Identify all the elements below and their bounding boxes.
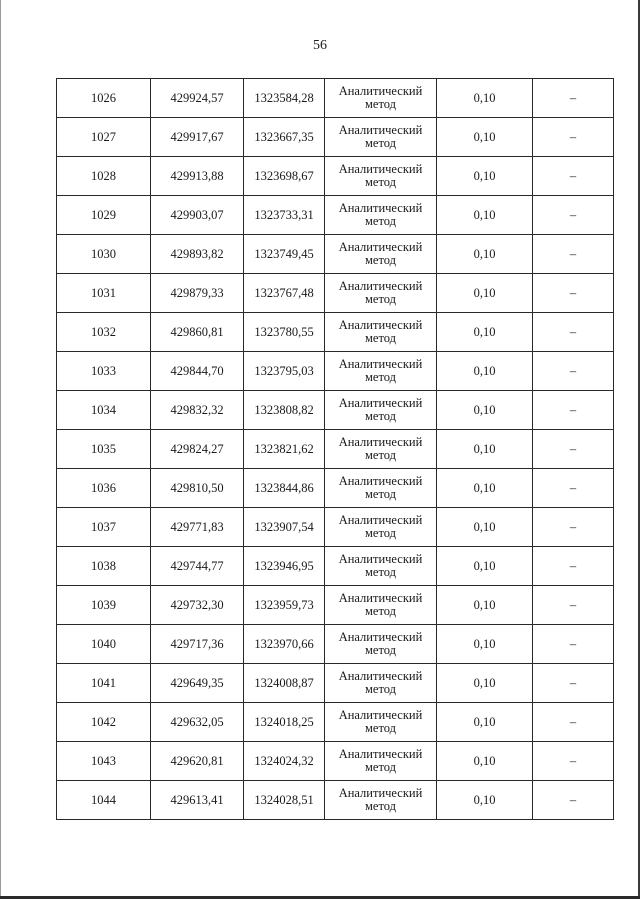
accuracy-cell: 0,10 — [437, 703, 533, 742]
y-coordinate-cell: 1323749,45 — [244, 235, 325, 274]
accuracy-cell: 0,10 — [437, 430, 533, 469]
x-coordinate-cell: 429744,77 — [151, 547, 244, 586]
y-coordinate-cell: 1323667,35 — [244, 118, 325, 157]
point-number-cell: 1036 — [57, 469, 151, 508]
point-number-cell: 1042 — [57, 703, 151, 742]
point-number-cell: 1034 — [57, 391, 151, 430]
method-line-1: Аналитический — [338, 435, 423, 449]
x-coordinate-cell: 429893,82 — [151, 235, 244, 274]
method-cell — [325, 79, 437, 118]
accuracy-cell: 0,10 — [437, 547, 533, 586]
y-coordinate-cell: 1324018,25 — [244, 703, 325, 742]
note-cell: – — [533, 157, 614, 196]
accuracy-cell: 0,10 — [437, 79, 533, 118]
table-row — [57, 625, 614, 664]
table-row — [57, 235, 614, 274]
method-cell — [325, 586, 437, 625]
x-coordinate-cell: 429903,07 — [151, 196, 244, 235]
point-number-cell: 1027 — [57, 118, 151, 157]
method-line-2: метод — [364, 448, 396, 462]
x-coordinate-cell: 429732,30 — [151, 586, 244, 625]
method-line-1: Аналитический — [338, 786, 423, 800]
accuracy-cell: 0,10 — [437, 196, 533, 235]
method-line-2: метод — [364, 175, 396, 189]
point-number-cell: 1039 — [57, 586, 151, 625]
note-cell: – — [533, 781, 614, 820]
method-line-2: метод — [364, 253, 396, 267]
method-line-2: метод — [364, 370, 396, 384]
method-cell — [325, 625, 437, 664]
point-number-cell: 1032 — [57, 313, 151, 352]
accuracy-cell: 0,10 — [437, 781, 533, 820]
method-line-1: Аналитический — [338, 240, 423, 254]
note-cell: – — [533, 703, 614, 742]
x-coordinate-cell: 429613,41 — [151, 781, 244, 820]
x-coordinate-cell: 429824,27 — [151, 430, 244, 469]
note-cell: – — [533, 586, 614, 625]
note-cell: – — [533, 79, 614, 118]
note-cell: – — [533, 274, 614, 313]
y-coordinate-cell: 1323780,55 — [244, 313, 325, 352]
method-line-1: Аналитический — [338, 552, 423, 566]
table-row — [57, 196, 614, 235]
method-line-2: метод — [364, 682, 396, 696]
accuracy-cell: 0,10 — [437, 352, 533, 391]
method-cell — [325, 547, 437, 586]
method-line-2: метод — [364, 214, 396, 228]
method-line-2: метод — [364, 331, 396, 345]
method-cell — [325, 118, 437, 157]
table-row — [57, 157, 614, 196]
accuracy-cell: 0,10 — [437, 313, 533, 352]
note-cell: – — [533, 430, 614, 469]
method-cell — [325, 235, 437, 274]
method-cell — [325, 508, 437, 547]
y-coordinate-cell: 1323584,28 — [244, 79, 325, 118]
note-cell: – — [533, 469, 614, 508]
x-coordinate-cell: 429649,35 — [151, 664, 244, 703]
note-cell: – — [533, 352, 614, 391]
point-number-cell: 1041 — [57, 664, 151, 703]
table-row — [57, 664, 614, 703]
coordinates-table — [56, 78, 614, 820]
point-number-cell: 1037 — [57, 508, 151, 547]
note-cell: – — [533, 625, 614, 664]
method-cell — [325, 664, 437, 703]
x-coordinate-cell: 429717,36 — [151, 625, 244, 664]
table-row — [57, 469, 614, 508]
method-line-2: метод — [364, 799, 396, 813]
point-number-cell: 1029 — [57, 196, 151, 235]
point-number-cell: 1040 — [57, 625, 151, 664]
accuracy-cell: 0,10 — [437, 664, 533, 703]
accuracy-cell: 0,10 — [437, 235, 533, 274]
point-number-cell: 1030 — [57, 235, 151, 274]
method-line-2: метод — [364, 643, 396, 657]
y-coordinate-cell: 1324028,51 — [244, 781, 325, 820]
point-number-cell: 1026 — [57, 79, 151, 118]
table-row — [57, 274, 614, 313]
method-line-2: метод — [364, 409, 396, 423]
note-cell: – — [533, 664, 614, 703]
method-line-1: Аналитический — [338, 123, 423, 137]
method-line-1: Аналитический — [338, 279, 423, 293]
y-coordinate-cell: 1323733,31 — [244, 196, 325, 235]
table-row — [57, 586, 614, 625]
note-cell: – — [533, 742, 614, 781]
y-coordinate-cell: 1323844,86 — [244, 469, 325, 508]
method-line-2: метод — [364, 565, 396, 579]
y-coordinate-cell: 1324008,87 — [244, 664, 325, 703]
x-coordinate-cell: 429860,81 — [151, 313, 244, 352]
accuracy-cell: 0,10 — [437, 391, 533, 430]
y-coordinate-cell: 1323821,62 — [244, 430, 325, 469]
table-row — [57, 703, 614, 742]
x-coordinate-cell: 429632,05 — [151, 703, 244, 742]
x-coordinate-cell: 429620,81 — [151, 742, 244, 781]
accuracy-cell: 0,10 — [437, 742, 533, 781]
y-coordinate-cell: 1323970,66 — [244, 625, 325, 664]
method-cell — [325, 781, 437, 820]
method-line-1: Аналитический — [338, 630, 423, 644]
table-row — [57, 508, 614, 547]
y-coordinate-cell: 1323959,73 — [244, 586, 325, 625]
method-line-1: Аналитический — [338, 396, 423, 410]
x-coordinate-cell: 429771,83 — [151, 508, 244, 547]
y-coordinate-cell: 1323795,03 — [244, 352, 325, 391]
x-coordinate-cell: 429879,33 — [151, 274, 244, 313]
x-coordinate-cell: 429844,70 — [151, 352, 244, 391]
method-cell — [325, 196, 437, 235]
method-line-1: Аналитический — [338, 357, 423, 371]
x-coordinate-cell: 429924,57 — [151, 79, 244, 118]
method-line-2: метод — [364, 97, 396, 111]
table-row — [57, 352, 614, 391]
y-coordinate-cell: 1324024,32 — [244, 742, 325, 781]
point-number-cell: 1028 — [57, 157, 151, 196]
method-line-2: метод — [364, 136, 396, 150]
accuracy-cell: 0,10 — [437, 157, 533, 196]
table-row — [57, 313, 614, 352]
accuracy-cell: 0,10 — [437, 118, 533, 157]
point-number-cell: 1031 — [57, 274, 151, 313]
method-line-2: метод — [364, 721, 396, 735]
table-row — [57, 781, 614, 820]
method-cell — [325, 703, 437, 742]
method-line-2: метод — [364, 604, 396, 618]
accuracy-cell: 0,10 — [437, 508, 533, 547]
method-cell — [325, 157, 437, 196]
x-coordinate-cell: 429917,67 — [151, 118, 244, 157]
method-line-1: Аналитический — [338, 747, 423, 761]
method-cell — [325, 742, 437, 781]
table-row — [57, 547, 614, 586]
method-cell — [325, 469, 437, 508]
method-cell — [325, 430, 437, 469]
note-cell: – — [533, 547, 614, 586]
point-number-cell: 1043 — [57, 742, 151, 781]
y-coordinate-cell: 1323767,48 — [244, 274, 325, 313]
y-coordinate-cell: 1323907,54 — [244, 508, 325, 547]
method-line-1: Аналитический — [338, 84, 423, 98]
coordinates-table-body — [57, 79, 614, 820]
method-line-1: Аналитический — [338, 162, 423, 176]
table-row — [57, 742, 614, 781]
note-cell: – — [533, 508, 614, 547]
note-cell: – — [533, 118, 614, 157]
page-edge-left — [0, 0, 1, 899]
method-line-2: метод — [364, 487, 396, 501]
note-cell: – — [533, 196, 614, 235]
accuracy-cell: 0,10 — [437, 274, 533, 313]
method-line-1: Аналитический — [338, 669, 423, 683]
method-cell — [325, 391, 437, 430]
y-coordinate-cell: 1323698,67 — [244, 157, 325, 196]
method-cell — [325, 274, 437, 313]
x-coordinate-cell: 429832,32 — [151, 391, 244, 430]
accuracy-cell: 0,10 — [437, 586, 533, 625]
point-number-cell: 1038 — [57, 547, 151, 586]
table-row — [57, 430, 614, 469]
method-line-1: Аналитический — [338, 591, 423, 605]
method-line-2: метод — [364, 292, 396, 306]
x-coordinate-cell: 429810,50 — [151, 469, 244, 508]
accuracy-cell: 0,10 — [437, 469, 533, 508]
point-number-cell: 1033 — [57, 352, 151, 391]
method-line-1: Аналитический — [338, 474, 423, 488]
note-cell: – — [533, 313, 614, 352]
method-line-1: Аналитический — [338, 318, 423, 332]
method-cell — [325, 352, 437, 391]
note-cell: – — [533, 235, 614, 274]
point-number-cell: 1044 — [57, 781, 151, 820]
method-cell — [325, 313, 437, 352]
method-line-1: Аналитический — [338, 708, 423, 722]
table-row — [57, 391, 614, 430]
y-coordinate-cell: 1323808,82 — [244, 391, 325, 430]
y-coordinate-cell: 1323946,95 — [244, 547, 325, 586]
table-row — [57, 118, 614, 157]
page-number: 56 — [313, 38, 327, 53]
method-line-2: метод — [364, 526, 396, 540]
method-line-1: Аналитический — [338, 513, 423, 527]
note-cell: – — [533, 391, 614, 430]
point-number-cell: 1035 — [57, 430, 151, 469]
method-line-2: метод — [364, 760, 396, 774]
x-coordinate-cell: 429913,88 — [151, 157, 244, 196]
table-row — [57, 79, 614, 118]
method-line-1: Аналитический — [338, 201, 423, 215]
accuracy-cell: 0,10 — [437, 625, 533, 664]
